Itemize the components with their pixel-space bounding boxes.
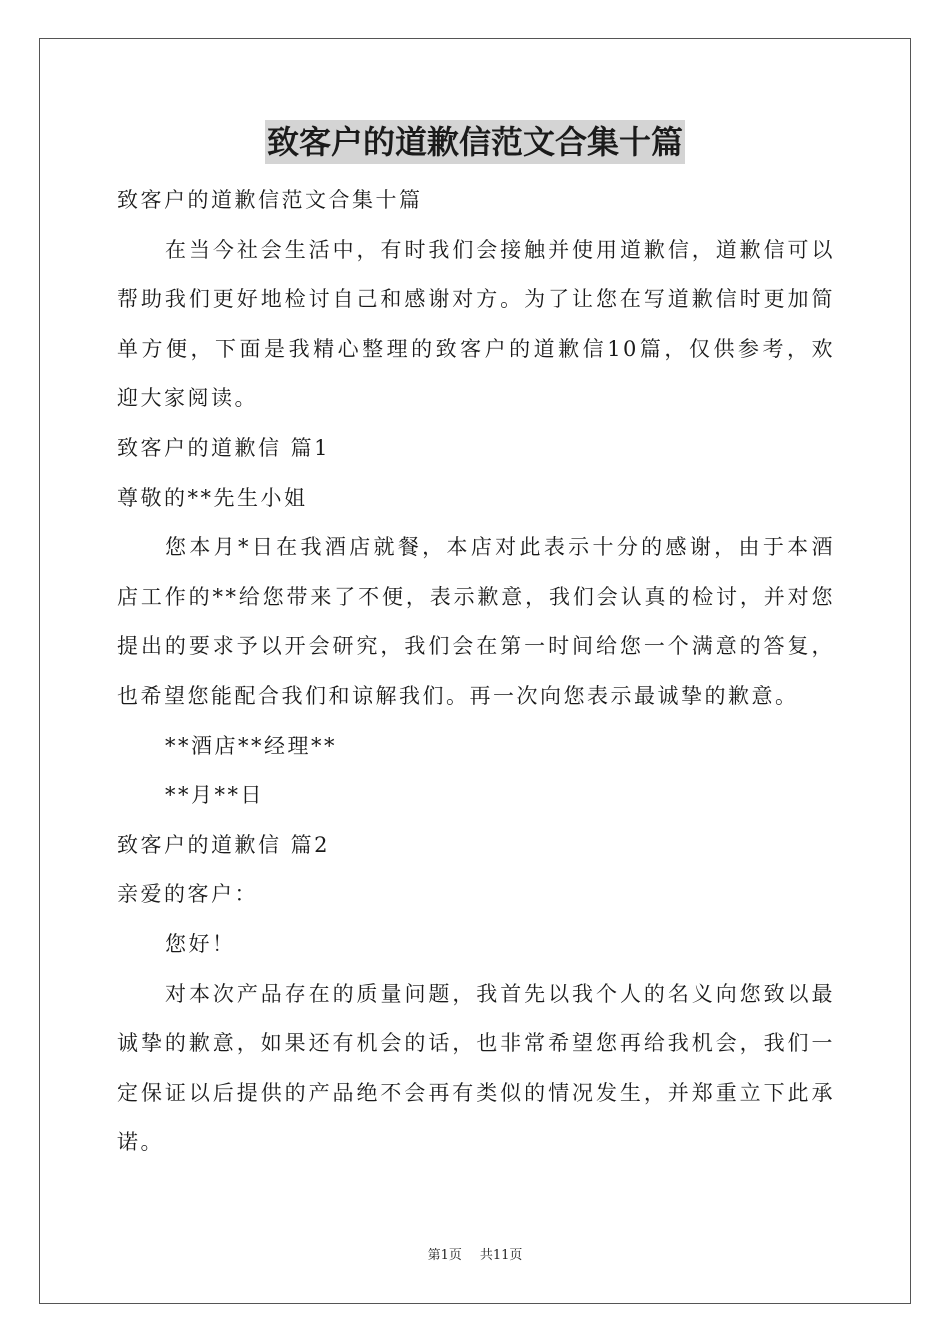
paragraph-line: 致客户的道歉信范文合集十篇: [117, 188, 423, 212]
paragraph-line: 诚挚的歉意，如果还有机会的话，也非常希望您再给我机会，我们一: [117, 1031, 835, 1056]
salutation: 尊敬的**先生小姐: [117, 485, 308, 510]
title-area: [0, 120, 950, 164]
document-body: [117, 176, 835, 1168]
signature: **酒店**经理**: [165, 733, 337, 758]
paragraph-line: 在当今社会生活中，有时我们会接触并使用道歉信，道歉信可以: [165, 237, 835, 262]
paragraph-line: 您本月*日在我酒店就餐，本店对此表示十分的感谢，由于本酒: [165, 535, 835, 560]
salutation: 亲爱的客户：: [117, 882, 258, 907]
paragraph-line: 定保证以后提供的产品绝不会再有类似的情况发生，并郑重立下此承: [117, 1080, 835, 1105]
paragraph-line: 也希望您能配合我们和谅解我们。再一次向您表示最诚挚的歉意。: [117, 683, 799, 708]
date-line: **月**日: [165, 783, 264, 808]
greeting: 您好！: [165, 931, 236, 956]
paragraph-line: 店工作的**给您带来了不便，表示歉意，我们会认真的检讨，并对您: [117, 584, 835, 609]
section-heading: 致客户的道歉信 篇1: [117, 435, 331, 460]
page-number: 第1页: [427, 1248, 462, 1263]
paragraph-line: 提出的要求予以开会研究，我们会在第一时间给您一个满意的答复，: [117, 634, 835, 659]
paragraph-line: 单方便，下面是我精心整理的致客户的道歉信10篇，仅供参考，欢: [117, 336, 835, 361]
section-heading: 致客户的道歉信 篇2: [117, 832, 331, 857]
page-total: 共11页: [479, 1248, 523, 1263]
paragraph-line: 迎大家阅读。: [117, 386, 258, 411]
paragraph-line: 帮助我们更好地检讨自己和感谢对方。为了让您在写道歉信时更加简: [117, 287, 835, 312]
paragraph-line: 对本次产品存在的质量问题，我首先以我个人的名义向您致以最: [165, 981, 835, 1006]
paragraph-line: 诺。: [117, 1130, 164, 1155]
page-footer: [0, 1246, 950, 1266]
document-title: 致客户的道歉信范文合集十篇: [265, 120, 685, 164]
